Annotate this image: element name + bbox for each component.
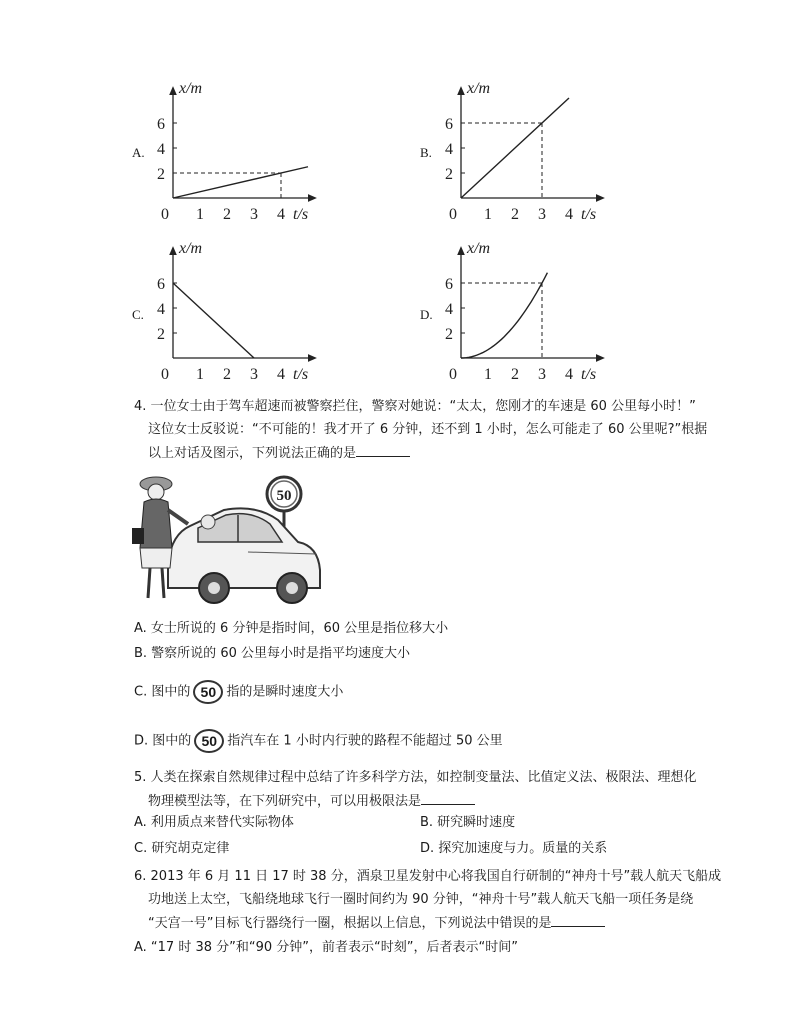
x-tick-label: 1 [196, 206, 204, 223]
x-tick-label: 4 [565, 366, 573, 383]
x-tick-label: 4 [277, 366, 285, 383]
graph-a-letter: A. [132, 145, 145, 160]
y-axis-label: x/m [467, 80, 491, 97]
q4-line-3 [148, 442, 410, 465]
q5-option-a[interactable]: A. 利用质点来替代实际物体 [134, 815, 294, 830]
y-tick-label: 6 [157, 276, 165, 293]
graphs-canvas [0, 0, 794, 400]
q6-line-2: 功地送上太空，飞船绕地球飞行一圈时间约为 90 分钟，“神舟十号”载人航天飞船一项任务是绕 [148, 892, 694, 907]
x-tick-label: 2 [511, 366, 519, 383]
series-line [461, 273, 547, 358]
series-line [173, 283, 254, 358]
x-tick-label: 1 [484, 206, 492, 223]
q6-line-1: 6. 2013 年 6 月 11 日 17 时 38 分，酒泉卫星发射中心将我国自行研制的“神舟十号”载人航天飞船成 [134, 869, 722, 884]
q4-answer-blank[interactable] [356, 442, 410, 457]
x-axis-label: t/s [581, 206, 597, 223]
x-axis-label: t/s [293, 206, 309, 223]
x-tick-label: 0 [161, 206, 169, 223]
x-tick-label: 2 [223, 206, 231, 223]
q6-line-3-text: “天宫一号”目标飞行器绕行一圈，根据以上信息，下列说法中错误的是 [148, 916, 552, 931]
y-tick-label: 4 [445, 301, 453, 318]
q4-option-b[interactable]: B. 警察所说的 60 公里每小时是指平均速度大小 [134, 646, 410, 661]
x-tick-label: 2 [511, 206, 519, 223]
traffic-illustration [128, 470, 328, 615]
q5-option-b[interactable]: B. 研究瞬时速度 [420, 815, 516, 830]
y-tick-label: 4 [157, 301, 165, 318]
y-axis-label: x/m [179, 80, 203, 97]
x-tick-label: 3 [250, 206, 258, 223]
y-tick-label: 2 [445, 166, 453, 183]
x-tick-label: 0 [449, 366, 457, 383]
y-tick-label: 2 [157, 326, 165, 343]
x-tick-label: 4 [277, 206, 285, 223]
y-axis-label: x/m [179, 240, 203, 257]
y-tick-label: 2 [445, 326, 453, 343]
x-tick-label: 3 [538, 366, 546, 383]
x-tick-label: 3 [538, 206, 546, 223]
q5-line-1: 5. 人类在探索自然规律过程中总结了许多科学方法，如控制变量法、比值定义法、极限法、理想化 [134, 770, 697, 785]
x-axis-label: t/s [293, 366, 309, 383]
speed-limit-sign-icon: 50 [194, 729, 224, 753]
q4-option-d-pre: D. 图中的 [134, 733, 192, 749]
graph-d-letter: D. [420, 307, 433, 322]
y-tick-label: 6 [445, 276, 453, 293]
x-tick-label: 0 [161, 366, 169, 383]
q6-option-a[interactable]: A. “17 时 38 分”和“90 分钟”，前者表示“时刻”，后者表示“时间” [134, 940, 518, 955]
x-tick-label: 4 [565, 206, 573, 223]
y-tick-label: 4 [445, 141, 453, 158]
x-axis-label: t/s [581, 366, 597, 383]
x-tick-label: 3 [250, 366, 258, 383]
graph-c-letter: C. [132, 307, 144, 322]
q5-answer-blank[interactable] [421, 790, 475, 805]
x-tick-label: 1 [484, 366, 492, 383]
q5-line-2-text: 物理模型法等，在下列研究中，可以用极限法是 [148, 794, 422, 809]
y-axis-label: x/m [467, 240, 491, 257]
svg-text:50: 50 [276, 488, 292, 504]
q4-option-c-post: 指的是瞬时速度大小 [226, 684, 344, 700]
x-tick-label: 1 [196, 366, 204, 383]
q4-option-c-pre: C. 图中的 [134, 684, 191, 700]
graph-b-letter: B. [420, 145, 432, 160]
q4-option-a[interactable]: A. 女士所说的 6 分钟是指时间，60 公里是指位移大小 [134, 621, 449, 636]
q5-line-2 [148, 790, 475, 813]
y-tick-label: 4 [157, 141, 165, 158]
q5-option-c[interactable]: C. 研究胡克定律 [134, 841, 230, 856]
x-tick-label: 2 [223, 366, 231, 383]
y-tick-label: 6 [157, 116, 165, 133]
q4-option-d[interactable] [134, 729, 503, 753]
y-tick-label: 2 [157, 166, 165, 183]
q6-answer-blank[interactable] [551, 912, 605, 927]
x-tick-label: 0 [449, 206, 457, 223]
q4-line-3-text: 以上对话及图示，下列说法正确的是 [148, 446, 357, 461]
y-tick-label: 6 [445, 116, 453, 133]
q4-option-c[interactable] [134, 680, 343, 704]
q5-option-d[interactable]: D. 探究加速度与力。质量的关系 [420, 841, 608, 856]
series-line [173, 167, 308, 198]
q4-option-d-post: 指汽车在 1 小时内行驶的路程不能超过 50 公里 [227, 733, 503, 749]
q4-line-1: 4. 一位女士由于驾车超速而被警察拦住，警察对她说：“太太，您刚才的车速是 60 公里每小时！” [134, 399, 696, 414]
series-line [461, 98, 569, 198]
q6-line-3 [148, 912, 605, 935]
speed-limit-sign-icon: 50 [193, 680, 223, 704]
q4-line-2: 这位女士反驳说：“不可能的！我才开了 6 分钟，还不到 1 小时，怎么可能走了 60 公里呢?”根据 [148, 422, 708, 437]
